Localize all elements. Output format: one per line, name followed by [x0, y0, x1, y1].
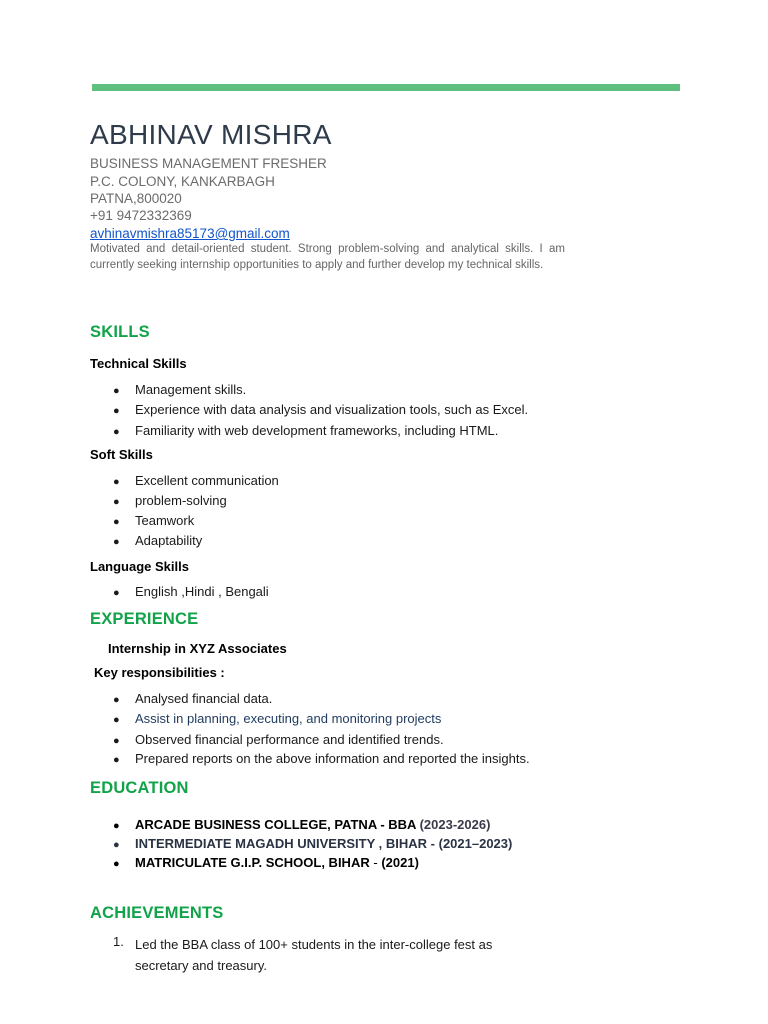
bullet-icon: ●: [113, 714, 120, 726]
responsibilities-heading: Key responsibilities :: [94, 665, 225, 680]
bullet-icon: ●: [113, 754, 120, 766]
education-heading: EDUCATION: [90, 779, 189, 797]
bullet-icon: ●: [113, 476, 120, 488]
address-line-1: P.C. COLONY, KANKARBAGH: [90, 174, 275, 189]
list-item: ● English ,Hindi , Bengali: [113, 584, 269, 599]
bullet-icon: ●: [113, 820, 120, 832]
list-item: 1. Led the BBA class of 100+ students in the inter-college fest as secretary and treasury.: [113, 934, 493, 973]
bullet-icon: ●: [113, 405, 120, 417]
list-item: ● Assist in planning, executing, and monitoring projects: [113, 711, 442, 726]
header-accent-bar: [92, 84, 680, 91]
list-item: ● Analysed financial data.: [113, 691, 273, 706]
bullet-icon: ●: [113, 496, 120, 508]
language-skills-heading: Language Skills: [90, 559, 189, 574]
list-item: ● Adaptability: [113, 533, 203, 548]
education-item: ● INTERMEDIATE MAGADH UNIVERSITY , BIHAR - (2021–2023): [113, 836, 513, 851]
bullet-icon: ●: [113, 858, 120, 870]
bullet-icon: ●: [113, 587, 120, 599]
experience-role: Internship in XYZ Associates: [108, 641, 287, 656]
bullet-icon: ●: [113, 694, 120, 706]
bullet-icon: ●: [113, 839, 120, 851]
achievements-heading: ACHIEVEMENTS: [90, 904, 224, 922]
email-link[interactable]: avhinavmishra85173@gmail.com: [90, 226, 290, 241]
technical-skills-heading: Technical Skills: [90, 356, 187, 371]
phone-number: +91 9472332369: [90, 208, 192, 223]
candidate-role: BUSINESS MANAGEMENT FRESHER: [90, 156, 327, 171]
address-line-2: PATNA,800020: [90, 191, 182, 206]
list-item: ● problem-solving: [113, 493, 227, 508]
bullet-icon: ●: [113, 735, 120, 747]
bullet-icon: ●: [113, 385, 120, 397]
list-item: ● Excellent communication: [113, 473, 279, 488]
soft-skills-heading: Soft Skills: [90, 447, 153, 462]
candidate-name: ABHINAV MISHRA: [90, 119, 332, 150]
bullet-icon: ●: [113, 426, 120, 438]
profile-summary: Motivated and detail-oriented student. Strong problem-solving and analytical skills. I am currently seeking internship opportunities to apply and further develop my technical skills.: [90, 243, 565, 271]
list-item: ● Management skills.: [113, 382, 247, 397]
bullet-icon: ●: [113, 516, 120, 528]
list-item: ● Teamwork: [113, 513, 195, 528]
list-item: ● Prepared reports on the above information and reported the insights.: [113, 751, 530, 766]
experience-heading: EXPERIENCE: [90, 610, 199, 628]
skills-heading: SKILLS: [90, 323, 150, 341]
education-item: ● ARCADE BUSINESS COLLEGE, PATNA - BBA (2023-2026): [113, 817, 491, 832]
list-item: ● Experience with data analysis and visualization tools, such as Excel.: [113, 402, 529, 417]
education-item: ● MATRICULATE G.I.P. SCHOOL, BIHAR - (2021): [113, 855, 419, 870]
list-item: ● Observed financial performance and identified trends.: [113, 732, 444, 747]
bullet-icon: ●: [113, 536, 120, 548]
list-item: ● Familiarity with web development frameworks, including HTML.: [113, 423, 499, 438]
